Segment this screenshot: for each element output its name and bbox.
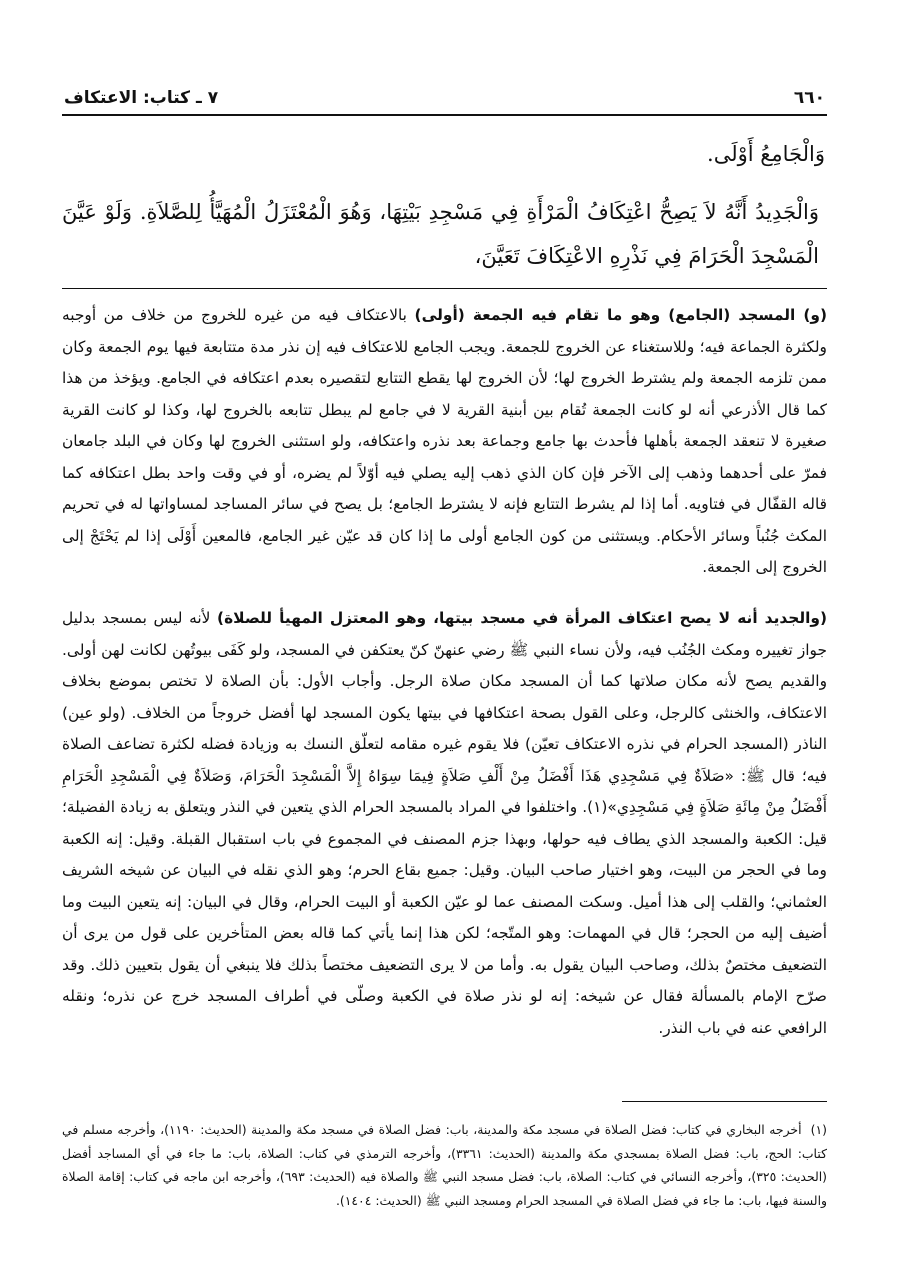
page-number: ٦٦٠ [793, 88, 825, 108]
matn-separator-rule [62, 288, 827, 289]
commentary-paragraph-1 [62, 300, 827, 583]
running-header [62, 84, 827, 116]
commentary-2-lead: (والجديد أنه لا يصح اعتكاف المرأة في مسجد بيتها، وهو المعتزل المهيأ للصلاة) [217, 609, 827, 627]
matn-line-1: وَالْجَامِعُ أَوْلَى. [707, 142, 825, 166]
commentary-2-text: لأنه ليس بمسجد بدليل جواز تغييره ومكث الجُنُب فيه، ولأن نساء النبي ﷺ رضي عنهنّ كنّ يعتكفن في المسجد، ولو كَفَى بيوتُهن لكانت لهن أولى. والقديم يصح لأنه مكان صلاتها كما أن المسجد مكان صلاة الرجل. وأجاب الأول: بأن الصلاة لا تختص بموضع بخلاف الاعتكاف، والخنثى كالرجل، وعلى القول بصحة اعتكافها في بيتها يكون المسجد لها أفضل خروجاً من الخلاف. (ولو عين) الناذر (المسجد الحرام في نذره الاعتكاف تعيّن) فلا يقوم غيره مقامه لتعلّق النسك به وزيادة فضله لكثرة تضاعف الصلاة فيه؛ قال ﷺ: «صَلاَةٌ فِي مَسْجِدِي هَذَا أَفْضَلُ مِنْ أَلْفِ صَلاَةٍ فِيمَا سِوَاهُ إِلاَّ الْمَسْجِدَ الْحَرَامَ، وَصَلاَةٌ فِي الْمَسْجِدِ الْحَرَامِ أَفْضَلُ مِنْ مِائَةِ صَلاَةٍ فِي مَسْجِدِي»(١). واختلفوا في المراد بالمسجد الحرام الذي يتعين في النذر ويتعلق به زيادة الفضيلة؛ قيل: الكعبة والمسجد الذي يطاف فيه حولها، وبهذا جزم المصنف في المجموع في باب استقبال القبلة. وقيل: إنه الكعبة وما في الحجر من البيت، وهو اختيار صاحب البيان. وقيل: جميع بقاع الحرم؛ وهو الذي نقله في البيان عن شيخه الشريف العثماني؛ والقلب إلى هذا أميل. وسكت المصنف عما لو عيّن الكعبة أو البيت الحرام، وقال في البيان: إنه يتعين البيت وما أضيف إليه من الحجر؛ قال في المهمات: وهو المتّجه؛ لكن هذا إنما يأتي كما قاله بعض المتأخرين على قول من يرى أن التضعيف مختصٌ بذلك، وصاحب البيان يقول به. وأما من لا يرى التضعيف مختصاً بذلك فلا ينبغي أن يقول بتعيين ذلك. وقد صرّح الإمام بالمسألة فقال عن شيخه: إنه لو نذر صلاة في الكعبة وصلّى في أطراف المسجد خرج عن نذره؛ ونقله الرافعي عنه في باب النذر. [62, 609, 827, 1037]
commentary-paragraph-2 [62, 603, 827, 1073]
footnote-number: (١) [810, 1122, 827, 1137]
footnote [62, 1118, 827, 1238]
commentary-1-lead: (و) المسجد (الجامع) وهو ما تقام فيه الجمعة (أولى) [414, 306, 827, 324]
chapter-title: ٧ ـ كتاب: الاعتكاف [64, 88, 219, 108]
footnote-separator-rule [622, 1101, 827, 1102]
matn-line-2: وَالْجَدِيدُ أَنَّهُ لاَ يَصِحُّ اعْتِكَافُ الْمَرْأَةِ فِي مَسْجِدِ بَيْتِهَا، وَهُوَ الْمُعْتَزَلُ الْمُهَيَّأُ لِلصَّلاَةِ. وَلَوْ عَيَّنَ الْمَسْجِدَ الْحَرَامَ فِي نَذْرِهِ الاعْتِكَافَ تَعَيَّنَ، [62, 200, 819, 268]
footnote-text: أخرجه البخاري في كتاب: فضل الصلاة في مسجد مكة والمدينة، باب: فضل الصلاة في مسجد مكة والمدينة (الحديث: ١١٩٠)، وأخرجه مسلم في كتاب: الحج، باب: فضل الصلاة بمسجدي مكة والمدينة (الحديث: ٣٣٦١)، وأخرجه الترمذي في كتاب: الصلاة، باب: ما جاء في أي المساجد أفضل (الحديث: ٣٢٥)، وأخرجه النسائي في كتاب: الصلاة، باب: فضل مسجد النبي ﷺ والصلاة فيه (الحديث: ٦٩٣)، وأخرجه ابن ماجه في كتاب: إقامة الصلاة والسنة فيها، باب: ما جاء في فضل الصلاة في المسجد الحرام ومسجد النبي ﷺ (الحديث: ١٤٠٤). [62, 1122, 827, 1208]
commentary-1-text: بالاعتكاف فيه من غيره للخروج من خلاف من أوجبه ولكثرة الجماعة فيه؛ وللاستغناء عن الخروج للجمعة. ويجب الجامع للاعتكاف فيه إن نذر مدة متتابعة فيها يوم الجمعة وكان ممن تلزمه الجمعة ولم يشترط الخروج لها؛ لأن الخروج لها يقطع التتابع لتقصيره بعدم اعتكافه في الجامع. ويؤخذ من هذا كما قال الأذرعي أنه لو كانت الجمعة تُقام بين أبنية القرية لا في جامع لم يبطل تتابعه بالخروج لها، وكذا لو كانت القرية صغيرة لا تنعقد الجمعة بأهلها فأحدث بها جامع وجماعة بعد نذره واعتكافه، ولو استثنى الخروج لها وكان في البلد جامعان فمرّ على أحدهما وذهب إلى الآخر فإن كان الذي ذهب إليه يصلي فيه أوّلاً لم يضره، أو في وقت واحد بطل اعتكافه كما قاله القفّال في فتاويه. أما إذا لم يشرط التتابع فإنه لا يشترط الجامع؛ بل يصح في سائر المساجد لمساواتها له في تحريم المكث جُنُباً وسائر الأحكام. ويستثنى من كون الجامع أولى ما إذا كان قد عيّن غير الجامع، فالمعين أَوْلَى إذا لم يَحْتَجْ إلى الخروج إلى الجمعة. [62, 306, 827, 576]
book-page [62, 84, 827, 1238]
